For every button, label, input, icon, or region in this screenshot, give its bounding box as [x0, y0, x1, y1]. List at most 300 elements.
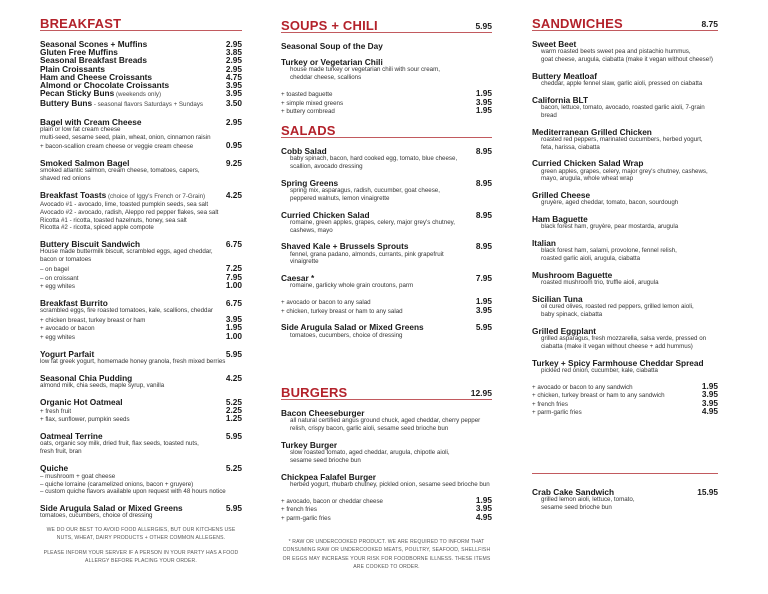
addon-row — [281, 96, 492, 108]
item-description: roasted garlic aioli, arugula, ciabatta — [541, 255, 641, 263]
menu-section — [281, 121, 492, 347]
item-name-text: Bacon Cheeseburger — [281, 408, 365, 418]
item-name — [281, 441, 337, 449]
item-row — [532, 239, 718, 247]
item-name — [281, 147, 327, 155]
item-name — [532, 159, 643, 167]
item-description: pickled red onion, cucumber, kale, ciabatta — [541, 366, 658, 374]
item-name — [40, 191, 205, 201]
footnote-text: WE DO OUR BEST TO AVOID FOOD ALLERGIES, BUT OUR KITCHENS USE NUTS, WHEAT, DAIRY PRODUCTS + OTHER COMMON ALLEGENS. — [46, 527, 236, 542]
item-description: grilled asparagus, fresh mozzarella, salsa verde, pressed on — [541, 334, 707, 342]
item-price: 2.95 — [225, 55, 242, 66]
menu-item — [532, 191, 718, 207]
addon-label: + bacon-scallion cream cheese or veggie cream cheese — [40, 143, 194, 151]
addon-row — [532, 408, 718, 417]
menu-item — [532, 239, 718, 263]
menu-group — [281, 274, 492, 290]
addon-row — [40, 330, 242, 342]
item-description: peppered walnuts, lemon vinaigrette — [290, 194, 390, 202]
item-name — [532, 327, 596, 335]
menu-group — [281, 211, 492, 235]
menu-group — [40, 350, 242, 366]
item-name — [40, 299, 108, 307]
item-name-text: California BLT — [532, 94, 589, 105]
menu-item — [281, 211, 492, 235]
addon-label: + avocado or bacon to any salad — [281, 299, 371, 307]
menu-group — [281, 409, 492, 433]
item-name-text: Almond or Chocolate Croissants — [40, 80, 170, 91]
item-description: spring mix, asparagus, radish, cucumber, goat cheese, — [290, 187, 440, 194]
addon-price: 3.95 — [225, 313, 242, 324]
section-price: 5.95 — [475, 21, 492, 31]
menu-group — [40, 40, 242, 110]
item-description: green apples, grapes, celery, major grey's chutney, cashews, — [541, 167, 708, 175]
item-row — [40, 191, 242, 201]
item-description: baby spinach, bacon, hard cooked egg, tomato, blue cheese, — [290, 155, 458, 163]
addon-label: + flax, sunflower, pumpkin seeds — [40, 416, 130, 424]
addon-label: – on croissant — [40, 274, 79, 282]
item-price: 9.25 — [225, 158, 242, 169]
menu-group — [532, 380, 718, 417]
menu-section — [281, 383, 492, 530]
item-price: 7.95 — [475, 273, 492, 284]
item-price: 5.95 — [225, 348, 242, 359]
menu-item — [532, 295, 718, 319]
item-row — [40, 159, 242, 167]
item-price: 3.95 — [225, 80, 242, 91]
item-description: almond milk, chia seeds, maple syrup, vanilla — [40, 381, 165, 389]
item-description: cheddar, apple fennel slaw, garlic aioli, pressed on ciabatta — [541, 80, 703, 87]
addon-row — [40, 481, 242, 489]
item-name-text: Ham Baguette — [532, 214, 588, 225]
menu-group — [281, 323, 492, 339]
item-name-text: Smoked Salmon Bagel — [40, 158, 130, 169]
item-name — [281, 274, 314, 282]
footnote — [40, 526, 242, 572]
item-name — [281, 58, 383, 66]
item-name-text: Grilled Eggplant — [532, 325, 597, 336]
menu-group — [281, 494, 492, 523]
item-row — [532, 327, 718, 335]
item-row — [40, 350, 242, 358]
item-description: roasted red peppers, marinated cucumbers, herbed yogurt, — [541, 135, 703, 143]
menu-item — [532, 215, 718, 231]
item-name-text: Grilled Cheese — [532, 190, 591, 201]
item-price: 2.95 — [225, 116, 242, 127]
item-row — [281, 242, 492, 250]
item-description: bacon, lettuce, tomato, avocado, roasted garlic aioli, 7-grain bread — [541, 104, 705, 119]
addon-row — [40, 488, 242, 496]
addon-price: 0.95 — [225, 140, 242, 151]
addon-label: + fresh fruit — [40, 407, 72, 415]
item-name-text: Sicilian Tuna — [532, 293, 583, 304]
item-name — [40, 464, 68, 472]
item-description: goat cheese, arugula, ciabatta (make it vegan without cheese!) — [541, 56, 713, 63]
addon-label: – on bagel — [40, 266, 69, 273]
item-description: oats, organic soy milk, dried fruit, flax seeds, toasted nuts, — [40, 440, 199, 448]
item-name — [40, 99, 203, 109]
item-row — [281, 147, 492, 155]
item-name-text: Caesar * — [281, 273, 315, 284]
item-description: bacon or tomatoes — [40, 256, 92, 264]
item-name-text: Buttery Biscuit Sandwich — [40, 239, 141, 250]
item-row — [532, 72, 718, 80]
addon-row — [40, 473, 242, 481]
menu-group — [281, 242, 492, 266]
menu-item — [532, 380, 718, 417]
addon-price: 1.95 — [475, 88, 492, 98]
addon-price: 1.95 — [701, 380, 718, 391]
item-row — [281, 179, 492, 187]
menu-item — [532, 159, 718, 183]
menu-group — [532, 72, 718, 88]
item-name — [532, 271, 612, 279]
menu-group — [532, 295, 718, 319]
footnote-text: PLEASE INFORM YOUR SERVER IF A PERSON IN YOUR PARTY HAS A FOOD ALLERGY BEFORE PLACING YOUR ORDER. — [43, 549, 239, 565]
addon-price: 4.95 — [475, 511, 492, 522]
item-price: 5.25 — [225, 462, 242, 473]
addon-row — [40, 324, 242, 333]
item-description: scrambled eggs, fire roasted tomatoes, kale, scallions, cheddar — [40, 306, 213, 314]
menu-group — [40, 191, 242, 232]
addon-list — [281, 298, 492, 315]
item-description: black forest ham, gruyère, pear mostarda, arugula — [541, 223, 679, 231]
item-description: roasted mushroom trio, truffle aioli, arugula — [541, 279, 659, 287]
item-description: smoked atlantic salmon, cream cheese, tomatoes, capers, — [40, 167, 200, 175]
addon-label: + avocado, bacon or cheddar cheese — [281, 497, 383, 505]
addon-price: 3.95 — [701, 397, 718, 408]
menu-item — [281, 298, 492, 315]
item-name-text: Shaved Kale + Brussels Sprouts — [281, 241, 409, 252]
item-description: grilled lemon aioli, lettuce, tomato, — [541, 496, 635, 504]
item-name-text: Mediterranean Grilled Chicken — [532, 126, 652, 137]
addon-label: + chicken, turkey breast or ham to any sandwich — [532, 392, 665, 400]
item-name-text: Seasonal Soup of the Day — [281, 41, 383, 51]
item-description: House made buttermilk biscuit, scrambled eggs, aged cheddar, — [40, 248, 213, 256]
item-row — [532, 159, 718, 167]
section-header — [532, 14, 718, 31]
section-title: BURGERS — [281, 385, 348, 400]
section-title: SOUPS + CHILI — [281, 18, 378, 33]
addon-label: + simple mixed greens — [281, 99, 344, 107]
addon-list — [40, 142, 242, 151]
menu-group — [532, 215, 718, 231]
addon-row — [532, 380, 718, 392]
item-name — [281, 179, 338, 187]
menu-group — [281, 90, 492, 116]
menu-item — [40, 299, 242, 342]
menu-group — [281, 298, 492, 315]
menu-group — [40, 398, 242, 424]
addon-label: + egg whites — [40, 283, 75, 291]
addon-row — [40, 404, 242, 416]
item-description: tomatoes, cucumbers, choice of dressing — [290, 331, 403, 339]
addon-row — [40, 142, 242, 151]
addon-row — [40, 271, 242, 283]
menu-group — [281, 473, 492, 489]
item-row — [40, 118, 242, 126]
addon-label: + avocado or bacon to any sandwich — [532, 383, 633, 391]
item-name-text: Turkey or Vegetarian Chili — [281, 57, 383, 68]
item-description: mayo, arugula, whole wheat wrap — [541, 175, 634, 183]
menu-section — [532, 14, 718, 425]
menu-item — [532, 72, 718, 88]
menu-group — [532, 191, 718, 207]
menu-item — [40, 240, 242, 291]
addon-label: + french fries — [281, 506, 317, 514]
menu-item — [281, 323, 492, 339]
item-name-text: Turkey Burger — [281, 439, 338, 450]
item-name — [532, 295, 583, 303]
item-name-text: Buttery Meatloaf — [532, 70, 598, 81]
item-price: 5.25 — [225, 396, 242, 407]
item-description: ciabatta (make it vegan without cheese + add hummus) — [541, 342, 693, 350]
menu-group — [281, 441, 492, 465]
item-description: black forest ham, salami, provolone, fennel relish, — [541, 247, 677, 255]
addon-price: 1.95 — [475, 296, 492, 307]
item-price: 8.95 — [475, 241, 492, 252]
menu-item — [281, 90, 492, 116]
item-price: 8.95 — [475, 209, 492, 220]
addon-list — [532, 380, 718, 417]
item-name-text: Seasonal Breakfast Breads — [40, 55, 147, 66]
item-name-text: Turkey + Spicy Farmhouse Cheddar Spread — [532, 357, 704, 368]
item-row — [281, 211, 492, 219]
menu-group — [532, 40, 718, 64]
item-name-text: Chickpea Falafel Burger — [281, 471, 376, 482]
item-row — [532, 96, 718, 104]
addon-price: 3.95 — [475, 304, 492, 315]
menu-section — [281, 16, 492, 124]
menu-group — [281, 58, 492, 82]
item-row — [281, 409, 492, 417]
item-description: warm roasted beets sweet pea and pistachio hummus, — [541, 48, 691, 56]
item-name — [40, 350, 94, 358]
addon-price: 3.95 — [475, 503, 492, 514]
item-description: Avocado #2 - avocado, radish, Aleppo red pepper flakes, sea salt — [40, 208, 219, 216]
item-name-text: Crab Cake Sandwich — [532, 487, 615, 497]
item-description: all natural certified angus ground chuck, aged cheddar, cherry pepper — [290, 417, 481, 425]
menu-group — [532, 239, 718, 263]
item-row — [40, 464, 242, 472]
addon-row — [532, 391, 718, 400]
item-description: Avocado #1 - avocado, lime, toasted pumpkin seeds, sea salt — [40, 201, 209, 209]
addon-label: – mushroom + goat cheese — [40, 472, 116, 480]
menu-group — [40, 118, 242, 151]
menu-group — [281, 147, 492, 171]
item-name — [40, 504, 183, 512]
addon-label: – quiche lorraine (caramelized onions, bacon + gruyere) — [40, 480, 194, 488]
item-name — [281, 473, 376, 481]
menu-item — [281, 179, 492, 203]
addon-price: 1.95 — [475, 105, 492, 116]
menu-item — [281, 409, 492, 433]
addon-list — [40, 473, 242, 496]
menu-item — [40, 191, 242, 232]
item-description: relish, crispy bacon, garlic aioli, sesame seed brioche bun — [290, 425, 449, 432]
item-name — [40, 118, 141, 126]
addon-label: + egg whites — [40, 333, 75, 341]
item-price: 8.95 — [475, 146, 492, 156]
menu-item — [40, 99, 242, 109]
addon-price: 7.95 — [225, 271, 242, 282]
item-row — [40, 374, 242, 382]
addon-label: + french fries — [532, 400, 568, 408]
item-name-text: Gluten Free Muffins — [40, 47, 118, 58]
item-row — [40, 299, 242, 307]
item-name — [532, 359, 704, 367]
item-name — [532, 128, 652, 136]
item-name-text: Seasonal Chia Pudding — [40, 372, 133, 383]
menu-group — [532, 271, 718, 287]
item-name — [40, 240, 140, 248]
item-name-text: Buttery Buns — [40, 98, 93, 109]
section-title: SALADS — [281, 123, 336, 138]
addon-row — [281, 90, 492, 99]
menu-group — [532, 359, 718, 375]
item-name-text: Curried Chicken Salad — [281, 209, 370, 220]
item-row — [40, 240, 242, 248]
menu-group — [532, 488, 718, 512]
menu-group — [40, 464, 242, 496]
item-row — [532, 215, 718, 223]
item-price: 4.75 — [225, 71, 242, 82]
item-name — [281, 242, 409, 250]
item-price: 8.95 — [475, 177, 492, 188]
item-description: house made turkey or vegetarian chili with sour cream, — [290, 66, 440, 74]
item-name — [40, 374, 132, 382]
section-header — [281, 121, 492, 138]
addon-label: + buttery cornbread — [281, 108, 335, 116]
menu-group — [532, 128, 718, 152]
item-name — [281, 211, 370, 219]
addon-row — [40, 282, 242, 291]
menu-item — [40, 432, 242, 456]
menu-group — [40, 159, 242, 183]
addon-label: + avocado or bacon — [40, 325, 95, 333]
menu-section — [532, 488, 718, 520]
menu-item — [532, 359, 718, 375]
item-description: vinaigrette — [290, 258, 319, 266]
item-name — [281, 409, 364, 417]
menu-group — [532, 327, 718, 351]
addon-price: 4.95 — [701, 406, 718, 417]
addon-row — [281, 107, 492, 116]
item-description: gruyère, aged cheddar, tomato, bacon, sourdough — [541, 199, 679, 207]
item-description: romaine, garlicky whole grain croutons, parm — [290, 282, 414, 290]
item-description: scallion, avocado dressing — [290, 163, 363, 170]
item-name-text: Breakfast Burrito — [40, 297, 108, 308]
item-row — [40, 504, 242, 512]
item-name-text: Side Arugula Salad or Mixed Greens — [40, 502, 183, 513]
item-price: 5.95 — [475, 322, 492, 333]
section-title: BREAKFAST — [40, 16, 122, 31]
addon-row — [532, 397, 718, 409]
item-row — [281, 473, 492, 481]
item-price: 3.50 — [225, 98, 242, 109]
menu-item — [40, 374, 242, 390]
menu-group — [40, 299, 242, 342]
addon-label: + parm-garlic fries — [281, 514, 331, 522]
menu-item — [281, 441, 492, 465]
addon-price: 3.95 — [701, 389, 718, 400]
addon-row — [281, 304, 492, 316]
item-name — [40, 398, 123, 406]
menu-item — [532, 128, 718, 152]
addon-price: 2.25 — [225, 404, 242, 415]
menu-group — [281, 179, 492, 203]
menu-item — [40, 398, 242, 424]
item-row — [532, 40, 718, 48]
menu-item — [532, 96, 718, 120]
item-price: 2.95 — [225, 39, 242, 49]
menu-group — [532, 96, 718, 120]
item-description: slow roasted tomato, aged cheddar, arugula, chipotle aioli, — [290, 449, 450, 456]
menu-item — [532, 327, 718, 351]
addon-list — [281, 494, 492, 523]
item-price: 3.95 — [225, 88, 242, 99]
menu-group — [40, 504, 242, 520]
item-name-text: Bagel with Cream Cheese — [40, 116, 142, 127]
item-description: low fat greek yogurt, homemade honey granola, fresh mixed berries — [40, 357, 226, 365]
menu-item — [532, 40, 718, 64]
menu-item — [281, 147, 492, 171]
menu-item — [281, 242, 492, 266]
addon-label: + chicken, turkey breast or ham to any salad — [281, 307, 403, 315]
menu-group — [40, 240, 242, 291]
addon-list — [40, 313, 242, 342]
item-name-text: Mushroom Baguette — [532, 269, 613, 280]
item-name — [281, 42, 383, 50]
menu-item — [40, 350, 242, 366]
item-name-text: Breakfast Toasts — [40, 189, 107, 200]
addon-label: + parm-garlic fries — [532, 409, 582, 417]
item-row — [532, 128, 718, 136]
addon-price: 7.25 — [225, 263, 242, 273]
item-price: 5.95 — [225, 430, 242, 441]
addon-list — [281, 90, 492, 116]
item-price: 4.25 — [225, 189, 242, 200]
item-row — [281, 323, 492, 331]
item-description: oil cured olives, roasted red peppers, grilled lemon aioli, — [541, 303, 694, 311]
item-description: cheddar cheese, scallions — [290, 74, 362, 82]
menu-item — [40, 504, 242, 520]
item-name-text: Organic Hot Oatmeal — [40, 396, 123, 407]
item-note: - seasonal flavors Saturdays + Sundays — [92, 101, 204, 109]
item-row — [281, 441, 492, 449]
item-row — [532, 359, 718, 367]
item-name-text: Italian — [532, 238, 556, 249]
item-row — [281, 274, 492, 282]
item-name — [532, 40, 576, 48]
section-header — [40, 14, 242, 31]
item-row — [532, 271, 718, 279]
menu-group — [40, 432, 242, 456]
menu-group — [40, 374, 242, 390]
section-price: 12.95 — [470, 388, 492, 398]
menu-item — [281, 473, 492, 489]
menu-item — [281, 58, 492, 82]
item-name — [532, 215, 588, 223]
item-row — [40, 398, 242, 406]
item-name-text: Side Arugula Salad or Mixed Greens — [281, 322, 424, 333]
item-name-text: Yogurt Parfait — [40, 348, 95, 359]
addon-price: 1.25 — [225, 413, 242, 424]
item-price: 6.75 — [225, 239, 242, 250]
item-name — [532, 239, 556, 247]
item-name-text: Oatmeal Terrine — [40, 430, 103, 441]
item-name-text: Seasonal Scones + Muffins — [40, 39, 148, 49]
